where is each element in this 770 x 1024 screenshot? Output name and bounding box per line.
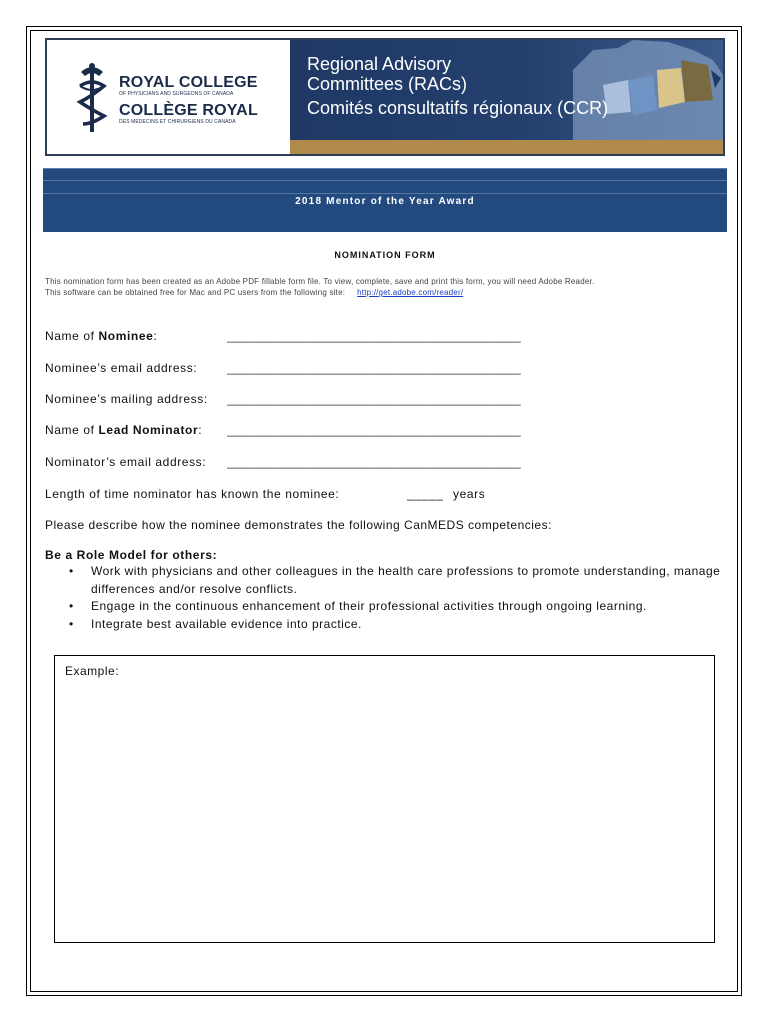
lead-nominator-field[interactable]: Name of Lead Nominator: ____________________________________________ [45,423,202,437]
nominator-email-field[interactable] [45,455,521,469]
intro-line1: This nomination form has been created as an Adobe PDF fillable form file. To view, complete, save and print this form, you will need Adobe Reader. [45,277,595,286]
nominee-mailing-field[interactable] [45,392,521,406]
logo-line2: OF PHYSICIANS AND SURGEONS OF CANADA [119,91,234,97]
nominee-name-field[interactable]: Name of Nominee: ____________________________________________ [45,329,157,343]
competency-list [45,563,735,633]
adobe-reader-link[interactable]: http://get.adobe.com/reader/ [357,288,464,297]
rac-title-panel [290,40,723,140]
lead-nominator-blank[interactable]: ____________________________________________ [227,423,521,437]
nominee-email-blank[interactable]: ____________________________________________ [227,361,521,375]
length-known-field[interactable] [45,487,486,501]
describe-instruction: Please describe how the nominee demonstrates the following CanMEDS competencies: [45,518,552,532]
length-known-blank[interactable]: _____ [407,487,444,501]
nominee-email-field[interactable] [45,361,521,375]
royal-college-logo [47,40,290,154]
nominee-mailing-label: Nominee’s mailing address: [45,392,208,406]
nominee-email-label: Nominee’s email address: [45,361,198,375]
canada-map-icon [573,40,723,140]
intro-line2: This software can be obtained free for Mac and PC users from the following site: [45,288,346,297]
nominee-mailing-blank[interactable]: ____________________________________________ [227,392,521,406]
logo-line1: ROYAL COLLEGE [119,74,258,91]
nominee-name-blank[interactable]: ____________________________________________ [227,329,521,343]
award-title: 2018 Mentor of the Year Award [295,196,475,207]
role-model-heading: Be a Role Model for others: [45,548,218,562]
gold-strip [290,140,723,154]
list-item: • Work with physicians and other colleagues in the health care professions to promote understanding, manage differences and/or resolve conflicts. [45,563,735,598]
rac-title-line1: Regional Advisory [307,54,452,74]
caduceus-crest-icon [75,62,109,134]
logo-line4: DES MÉDECINS ET CHIRURGIENS DU CANADA [119,119,236,125]
nominee-label-bold: Nominee [98,329,154,343]
header-banner [45,38,725,156]
logo-line3: COLLÈGE ROYAL [119,102,258,119]
list-item: • Engage in the continuous enhancement of their professional activities through ongoing learning. [45,598,735,616]
years-label: years [453,487,486,501]
example-label: Example: [65,664,120,678]
rac-title-line2: Committees (RACs) [307,74,468,94]
intro-text [45,276,735,298]
form-title: NOMINATION FORM [334,250,436,260]
length-known-label: Length of time nominator has known the nominee: [45,487,340,501]
nominator-email-label: Nominator’s email address: [45,455,207,469]
ccr-title: Comités consultatifs régionaux (CCR) [307,98,609,118]
example-textarea[interactable] [54,655,715,943]
list-item: • Integrate best available evidence into practice. [45,616,735,634]
award-title-bar [43,168,727,232]
nominator-email-blank[interactable]: ____________________________________________ [227,455,521,469]
lead-nominator-label-bold: Lead Nominator [98,423,199,437]
